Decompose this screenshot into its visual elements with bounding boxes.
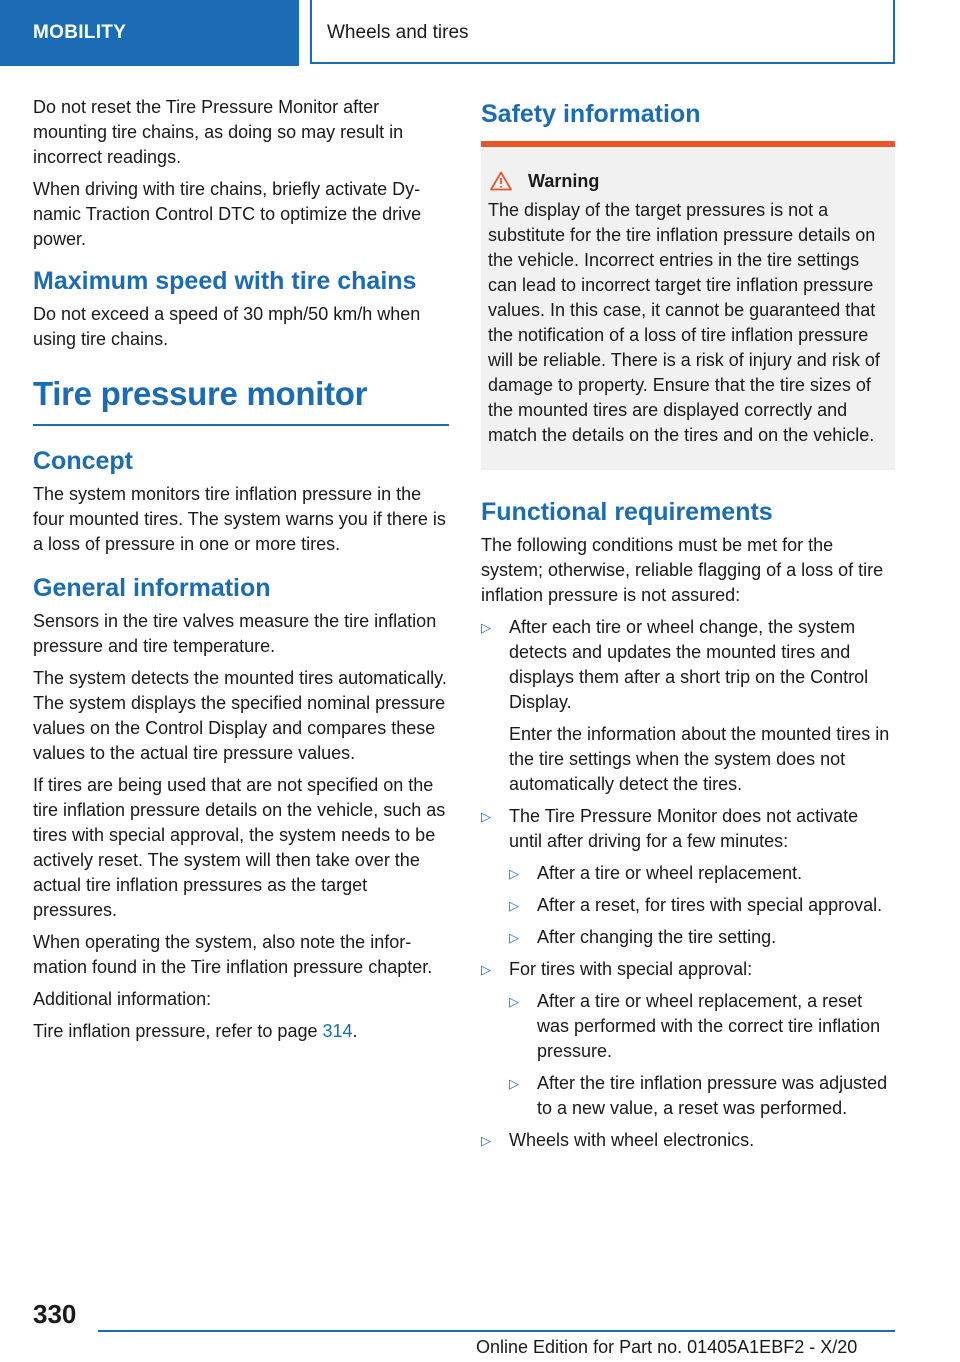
- list-item: [481, 615, 895, 797]
- heading-concept: Concept: [33, 447, 133, 475]
- page-link[interactable]: 314: [322, 1021, 353, 1041]
- paragraph: The following conditions must be met for the system; otherwise, reliable flagging of a loss of tire inflation pressure is not assured:: [481, 535, 884, 605]
- warning-box: [481, 141, 895, 470]
- list-item-text: After a tire or wheel replacement, a reset was performed with the correct tire inflation pressure.: [537, 991, 881, 1061]
- list-item-text: After changing the tire setting.: [537, 927, 777, 947]
- paragraph: Additional information:: [33, 989, 212, 1009]
- list-item: [509, 989, 895, 1064]
- bullet-icon: ▷: [509, 898, 519, 913]
- paragraph: Do not reset the Tire Pressure Monitor after mounting tire chains, as doing so may result in incorrect readings.: [33, 97, 404, 167]
- bullet-icon: ▷: [509, 930, 519, 945]
- section-tab: MOBILITY: [0, 0, 299, 66]
- paragraph: The system monitors tire inflation pressure in the four mounted tires. The system warns you if there is a loss of pressure in one or more tires.: [33, 484, 446, 554]
- chapter-title: Wheels and tires: [310, 0, 895, 64]
- heading-functional-requirements: Functional requirements: [481, 498, 773, 526]
- bullet-icon: ▷: [509, 1076, 519, 1091]
- paragraph: When driving with tire chains, briefly activate Dynamic Traction Control DTC to optimize the drive power.: [33, 179, 422, 249]
- bullet-icon: ▷: [481, 962, 491, 977]
- heading-max-speed: Maximum speed with tire chains: [33, 267, 417, 295]
- list-item: [481, 804, 895, 950]
- nested-list: [509, 989, 895, 1121]
- paragraph: The system detects the mounted tires automatically. The system displays the specified nominal pressure values on the Control Display and compares these values to the actual tire pressure values.: [33, 668, 447, 763]
- heading-safety-information: Safety information: [481, 100, 701, 128]
- list-item-text: Wheels with wheel electronics.: [509, 1130, 755, 1150]
- heading-general-information: General information: [33, 574, 271, 602]
- bullet-icon: ▷: [481, 620, 491, 635]
- list-item-text: After a tire or wheel replacement.: [537, 863, 803, 883]
- warning-header: [488, 169, 887, 193]
- reference-suffix: .: [352, 1021, 358, 1041]
- footer-divider: [98, 1330, 895, 1332]
- footer-edition: Online Edition for Part no. 01405A1EBF2 - X/20: [476, 1337, 858, 1357]
- warning-title: Warning: [528, 171, 600, 191]
- heading-tire-pressure-monitor: Tire pressure monitor: [33, 375, 368, 412]
- warning-triangle-icon: [490, 171, 512, 191]
- paragraph: When operating the system, also note the information found in the Tire inflation pressure chapter.: [33, 932, 433, 977]
- page-header: [0, 0, 960, 66]
- paragraph: Do not exceed a speed of 30 mph/50 km/h when using tire chains.: [33, 304, 421, 349]
- right-column: [481, 95, 895, 1160]
- list-item-text: After a reset, for tires with special approval.: [537, 895, 883, 915]
- page-reference: [33, 1019, 449, 1044]
- bullet-icon: ▷: [509, 866, 519, 881]
- bullet-icon: ▷: [481, 1133, 491, 1148]
- requirements-list: [481, 615, 895, 1153]
- list-item: [481, 1128, 895, 1153]
- list-item-subtext: Enter the information about the mounted tires in the tire settings when the system does not automatically detect the tires.: [509, 724, 890, 794]
- section-heading-block: [33, 374, 449, 426]
- paragraph: If tires are being used that are not specified on the tire inflation pressure details on the vehicle, such as tires with special approval, the system needs to be actively reset. The system will then take over the actual tire inflation pressures as the target pressures.: [33, 775, 446, 920]
- bullet-icon: ▷: [509, 994, 519, 1009]
- nested-list: [509, 861, 895, 950]
- bullet-icon: ▷: [481, 809, 491, 824]
- list-item: [509, 925, 895, 950]
- list-item-text: For tires with special approval:: [509, 959, 753, 979]
- list-item: [509, 1071, 895, 1121]
- list-item: [481, 957, 895, 1121]
- list-item-text: The Tire Pressure Monitor does not activate until after driving for a few minutes:: [509, 806, 859, 851]
- paragraph: Sensors in the tire valves measure the tire inflation pressure and tire temperature.: [33, 611, 437, 656]
- page-number: 330: [33, 1299, 77, 1329]
- left-column: [33, 95, 449, 1051]
- list-item-text: After the tire inflation pressure was adjusted to a new value, a reset was performed.: [537, 1073, 888, 1118]
- list-item-text: After each tire or wheel change, the system detects and updates the mounted tires and displays them after a short trip on the Control Display.: [509, 617, 869, 712]
- reference-text: Tire inflation pressure, refer to page: [33, 1021, 323, 1041]
- warning-text: The display of the target pressures is not a substitute for the tire inflation pressure details on the vehicle. Incorrect entries in the tire settings can lead to incorrect target tire inflation pressure values. In this case, it cannot be guaranteed that the notification of a loss of tire inflation pressure will be reliable. There is a risk of injury and risk of damage to property. Ensure that the tire sizes of the mounted tires are displayed correctly and match the details on the tires and on the vehicle.: [488, 200, 880, 445]
- list-item: [509, 893, 895, 918]
- list-item: [509, 861, 895, 886]
